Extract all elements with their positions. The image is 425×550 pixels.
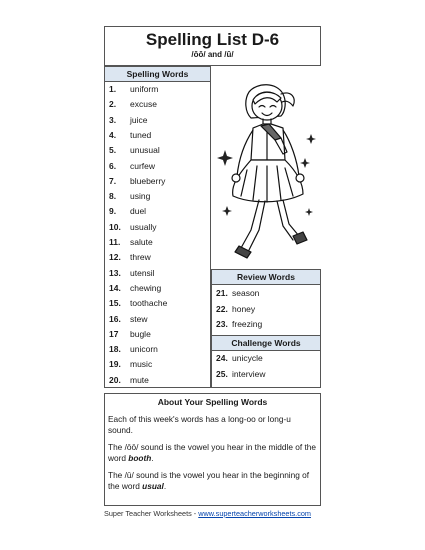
spelling-word-number: 2. (109, 99, 117, 110)
spelling-word-item (109, 221, 156, 233)
spelling-word-word: usually (130, 221, 157, 232)
spelling-word-number: 12. (109, 252, 121, 263)
challenge-word-item (216, 352, 263, 364)
spelling-word-number: 6. (109, 160, 117, 171)
spelling-word-number: 13. (109, 267, 121, 278)
spelling-word-word: utensil (130, 267, 155, 278)
about-p3-emphasis: usual (142, 480, 164, 491)
review-word-number: 22. (216, 303, 228, 314)
page-title: Spelling List D-6 (145, 30, 280, 49)
challenge-words-box (211, 336, 321, 388)
footer-link[interactable]: www.superteacherworksheets.com (198, 509, 311, 518)
page-subtitle: /ōō/ and /ū/ (191, 50, 234, 59)
girl-illustration (211, 80, 321, 270)
spelling-word-item (109, 343, 158, 355)
spelling-word-item (109, 251, 151, 263)
spelling-word-number: 1. (109, 84, 117, 94)
spelling-word-number: 16. (109, 313, 121, 324)
spelling-word-item (109, 297, 167, 309)
about-paragraph-3 (108, 470, 316, 491)
review-word-item (216, 303, 255, 315)
spelling-word-word: curfew (130, 160, 156, 171)
review-word-number: 23. (216, 319, 228, 329)
review-words-box (211, 269, 321, 336)
review-word-number: 21. (216, 288, 228, 298)
spelling-word-item (109, 313, 147, 325)
spelling-word-item (109, 282, 161, 294)
spelling-word-item (109, 358, 152, 370)
spelling-word-word: excuse (130, 99, 157, 110)
review-words-header: Review Words (212, 270, 320, 285)
spelling-word-number: 9. (109, 206, 117, 217)
spelling-word-word: stew (130, 313, 148, 324)
spelling-word-number: 18. (109, 344, 121, 355)
spelling-word-word: using (130, 191, 151, 202)
spelling-word-number: 20. (109, 374, 121, 385)
spelling-words-header: Spelling Words (105, 66, 210, 82)
spelling-word-item (109, 205, 146, 217)
about-header: About Your Spelling Words (157, 397, 268, 407)
challenge-words-header: Challenge Words (212, 336, 320, 351)
spelling-word-item (109, 129, 151, 141)
spelling-word-item (109, 175, 165, 187)
review-word-word: honey (232, 303, 256, 314)
about-p3-end: . (163, 480, 167, 491)
about-p2-emphasis: booth (128, 452, 152, 463)
spelling-word-number: 10. (109, 221, 121, 232)
spelling-word-word: mute (130, 374, 149, 385)
spelling-word-word: unusual (130, 145, 160, 156)
spelling-word-word: threw (130, 252, 151, 263)
spelling-word-item (109, 236, 153, 248)
spelling-word-word: tuned (130, 129, 152, 140)
spelling-word-number: 7. (109, 175, 117, 186)
title-box (104, 26, 321, 66)
challenge-word-number: 24. (216, 353, 228, 363)
review-word-item (216, 287, 259, 299)
review-word-item (216, 318, 262, 330)
spelling-word-item (109, 144, 160, 156)
spelling-word-word: juice (130, 114, 148, 125)
spelling-word-number: 5. (109, 145, 117, 156)
about-p2-text: The /ōō/ sound is the vowel you hear in the middle of the word (108, 442, 317, 463)
about-p3-text: The /ū/ sound is the vowel you hear in the beginning of the word (108, 470, 310, 491)
about-paragraph-2 (108, 442, 316, 463)
spelling-word-word: uniform (130, 84, 159, 94)
spelling-word-number: 19. (109, 359, 121, 370)
spelling-word-word: chewing (130, 282, 162, 293)
about-p2-end: . (151, 452, 154, 463)
spelling-word-number: 17 (109, 328, 119, 339)
spelling-word-word: unicorn (130, 344, 158, 355)
spelling-word-number: 8. (109, 191, 117, 202)
challenge-word-word: unicycle (232, 353, 263, 363)
challenge-word-word: interview (232, 368, 266, 379)
challenge-word-item (216, 368, 266, 380)
about-box (104, 393, 321, 506)
spelling-word-item (109, 374, 149, 386)
spelling-word-word: toothache (130, 298, 168, 309)
spelling-word-number: 11. (109, 237, 121, 247)
footer (104, 509, 311, 518)
spelling-word-word: salute (130, 237, 153, 247)
spelling-word-number: 3. (109, 114, 117, 125)
review-word-word: season (232, 288, 260, 298)
spelling-word-item (109, 267, 155, 279)
spelling-word-item (109, 328, 151, 340)
spelling-word-item (109, 83, 158, 95)
spelling-word-item (109, 114, 147, 126)
spelling-words-box (104, 66, 211, 388)
spelling-word-word: blueberry (130, 175, 166, 186)
spelling-word-word: duel (130, 206, 147, 217)
spelling-word-item (109, 190, 150, 202)
about-paragraph-1: Each of this week's words has a long-oo or long-u sound. (108, 414, 291, 435)
spelling-word-number: 4. (109, 129, 117, 140)
spelling-word-word: bugle (130, 328, 151, 339)
spelling-word-number: 14. (109, 282, 121, 293)
spelling-word-number: 15. (109, 298, 121, 309)
footer-text: Super Teacher Worksheets - (104, 509, 199, 518)
spelling-word-item (109, 160, 155, 172)
review-word-word: freezing (232, 319, 263, 329)
challenge-word-number: 25. (216, 368, 228, 379)
spelling-word-word: music (130, 359, 153, 370)
spelling-word-item (109, 98, 157, 110)
